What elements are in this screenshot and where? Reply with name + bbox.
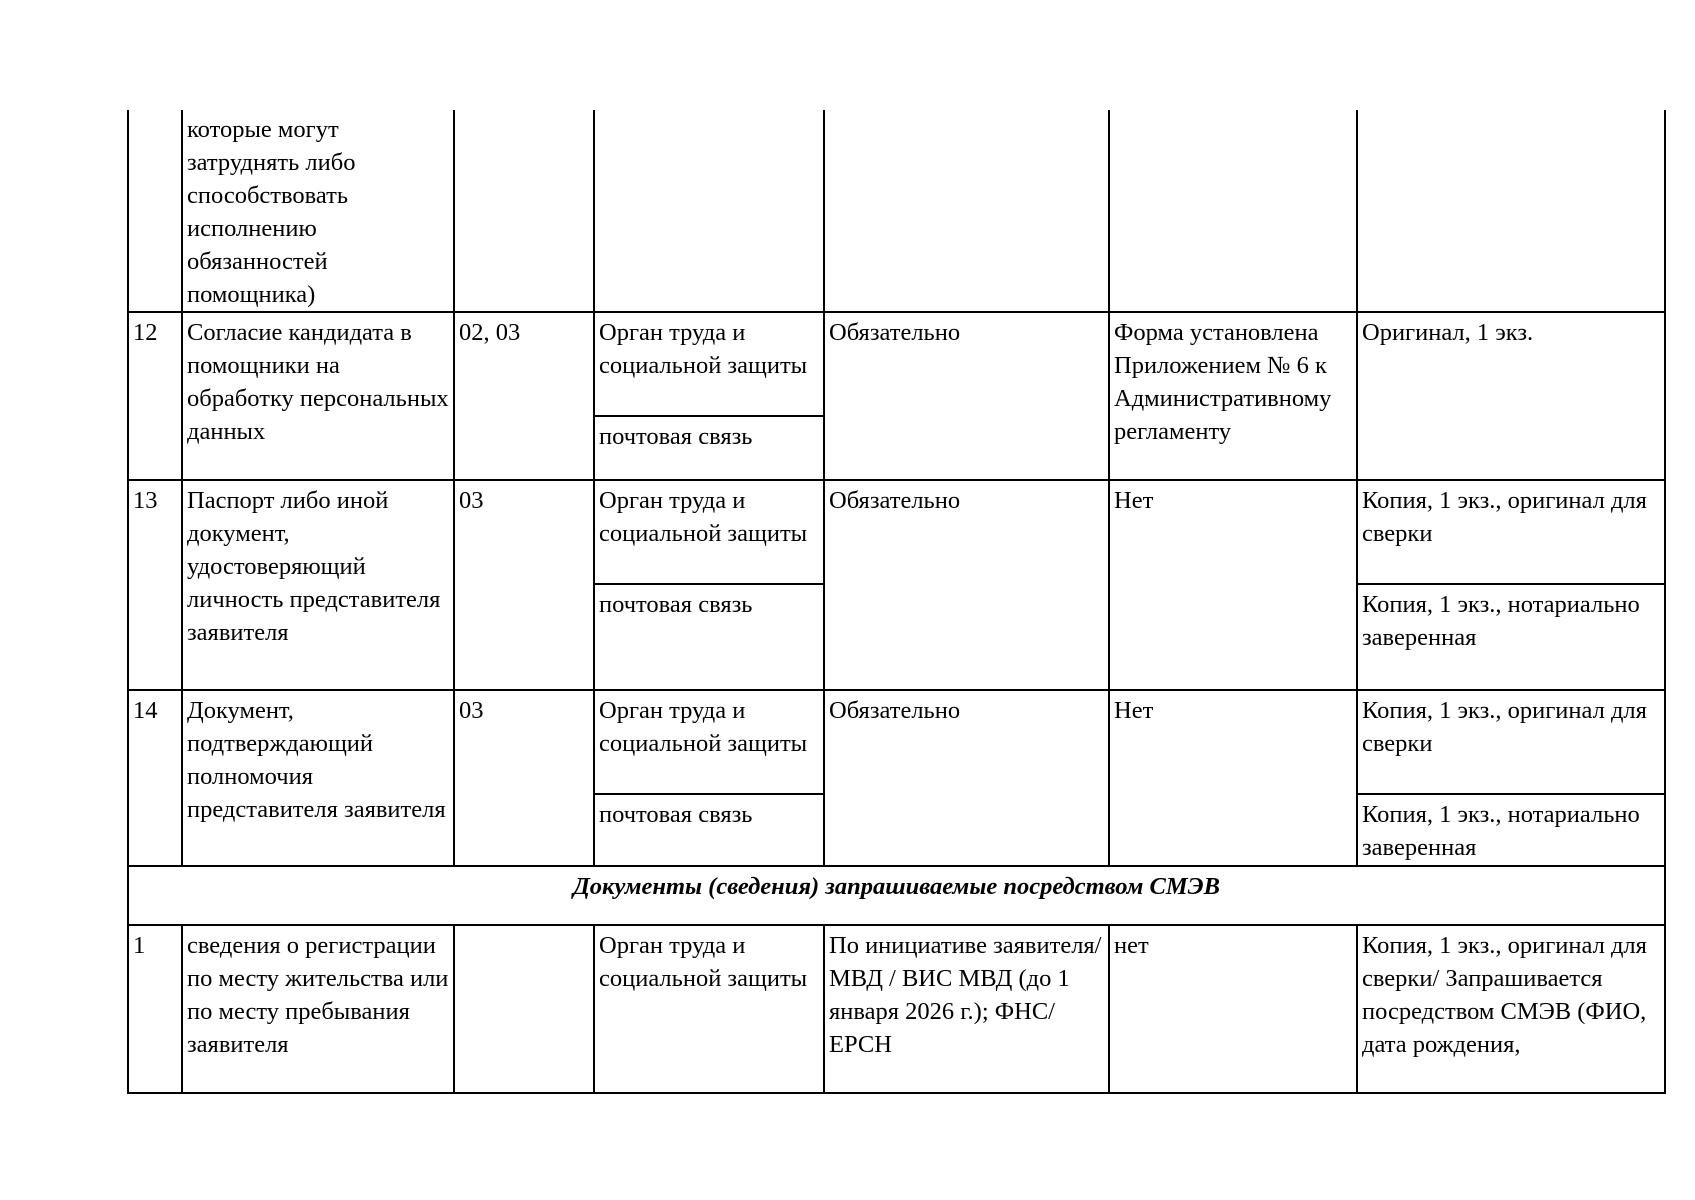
table-row [128, 480, 1665, 584]
documents-table [127, 110, 1666, 1094]
table-row [128, 690, 1665, 794]
row-number-cell: 13 [128, 480, 182, 690]
mandatory-cell: Обязательно [824, 690, 1109, 866]
section-header-row [128, 866, 1665, 925]
copy-cell: Копия, 1 экз., оригинал для сверки [1357, 690, 1665, 794]
row-number-cell: 12 [128, 312, 182, 480]
channel-cell: Орган труда и социальной защиты [594, 690, 824, 794]
code-cell [454, 925, 594, 1093]
channel-cell: почтовая связь [594, 794, 824, 866]
row-number-cell: 1 [128, 925, 182, 1093]
form-cell: Нет [1109, 480, 1357, 690]
mandatory-cell: По инициативе заявителя/ МВД / ВИС МВД (до 1 января 2026 г.); ФНС/ЕРСН [824, 925, 1109, 1093]
table-row [128, 312, 1665, 416]
document-name-cell: сведения о регистрации по месту жительства или по месту пребывания заявителя [182, 925, 454, 1093]
form-cell: нет [1109, 925, 1357, 1093]
channel-cell: почтовая связь [594, 584, 824, 690]
copy-cell: Копия, 1 экз., оригинал для сверки/ Запрашивается посредством СМЭВ (ФИО, дата рождения, [1357, 925, 1665, 1093]
code-cell: 02, 03 [454, 312, 594, 480]
document-name-cell: которые могут затруднять либо способствовать исполнению обязанностей помощника) [182, 110, 454, 312]
channel-cell: Орган труда и социальной защиты [594, 312, 824, 416]
code-cell: 03 [454, 480, 594, 690]
copy-cell: Копия, 1 экз., нотариально заверенная [1357, 584, 1665, 690]
table-row [128, 110, 1665, 312]
section-title: Документы (сведения) запрашиваемые посредством СМЭВ [128, 866, 1665, 925]
mandatory-cell: Обязательно [824, 312, 1109, 480]
document-name-cell: Согласие кандидата в помощники на обработку персональных данных [182, 312, 454, 480]
copy-cell: Копия, 1 экз., оригинал для сверки [1357, 480, 1665, 584]
channel-cell: Орган труда и социальной защиты [594, 480, 824, 584]
row-number-cell [128, 110, 182, 312]
channel-cell: почтовая связь [594, 416, 824, 480]
table-row [128, 925, 1665, 1093]
form-cell: Нет [1109, 690, 1357, 866]
copy-cell: Оригинал, 1 экз. [1357, 312, 1665, 480]
mandatory-cell: Обязательно [824, 480, 1109, 690]
document-name-cell: Паспорт либо иной документ, удостоверяющий личность представителя заявителя [182, 480, 454, 690]
form-cell: Форма установлена Приложением № 6 к Административному регламенту [1109, 312, 1357, 480]
code-cell: 03 [454, 690, 594, 866]
copy-cell: Копия, 1 экз., нотариально заверенная [1357, 794, 1665, 866]
row-number-cell: 14 [128, 690, 182, 866]
channel-cell: Орган труда и социальной защиты [594, 925, 824, 1093]
document-name-cell: Документ, подтверждающий полномочия представителя заявителя [182, 690, 454, 866]
